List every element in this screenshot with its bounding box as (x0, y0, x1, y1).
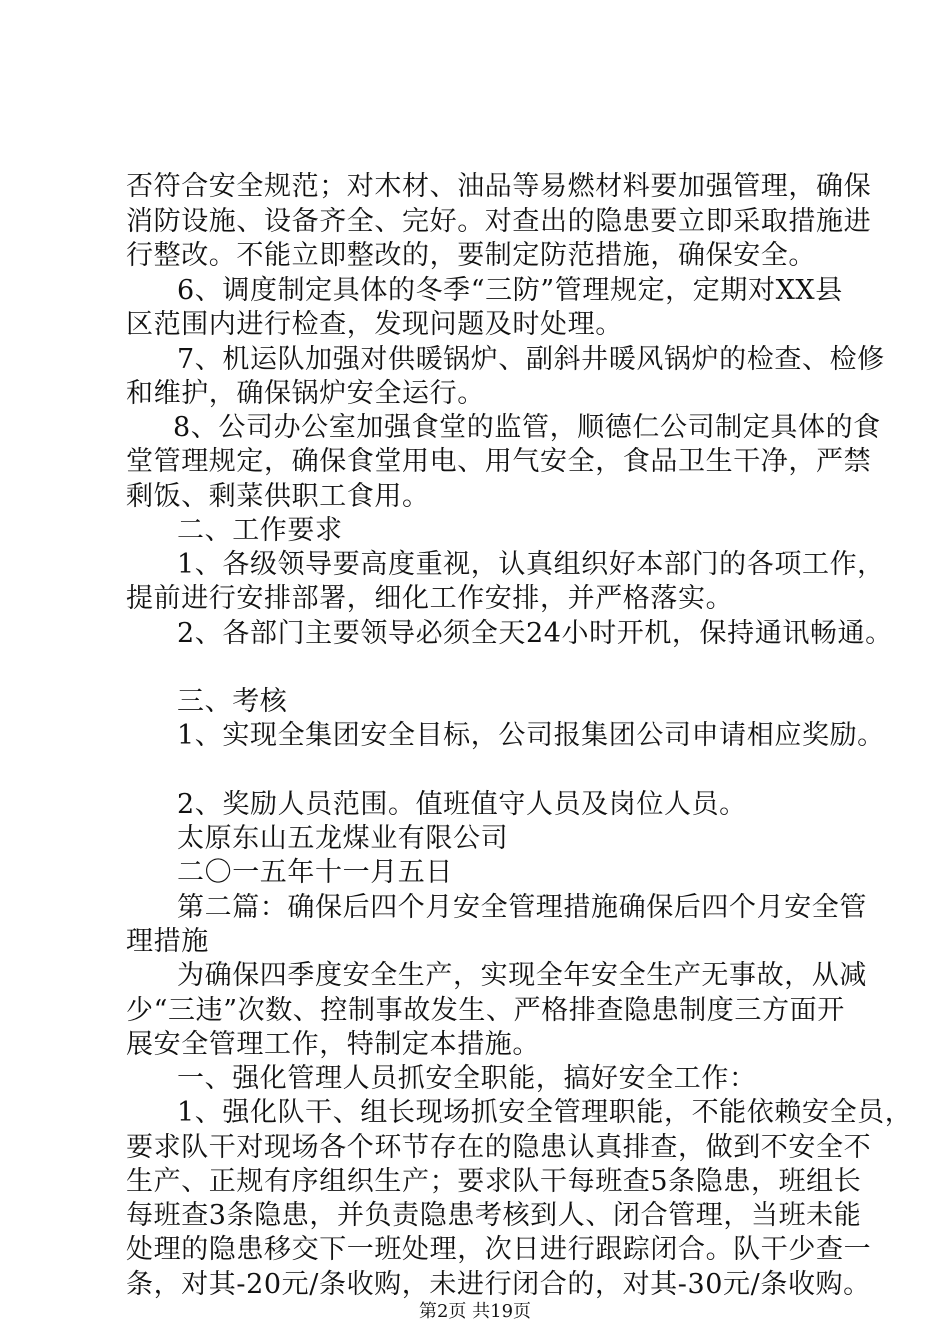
chapter-title: 第二篇：确保后四个月安全管理措施确保后四个月安全管 (177, 892, 867, 923)
text-line: 剩饭、剩菜供职工食用。 (126, 481, 430, 512)
section-heading: 一、强化管理人员抓安全职能，搞好安全工作： (177, 1063, 757, 1094)
text-line: 处理的隐患移交下一班处理，次日进行跟踪闭合。队干少查一 (126, 1234, 872, 1265)
text-line: 8、公司办公室加强食堂的监管，顺德仁公司制定具体的食 (173, 412, 881, 443)
text-line: 否符合安全规范；对木材、油品等易燃材料要加强管理，确保 (126, 171, 872, 202)
text-line: 和维护，确保锅炉安全运行。 (126, 378, 485, 409)
text-line: 要求队干对现场各个环节存在的隐患认真排查，做到不安全不 (126, 1132, 872, 1163)
text-line: 为确保四季度安全生产，实现全年安全生产无事故，从减 (177, 960, 867, 991)
text-line: 消防设施、设备齐全、完好。对查出的隐患要立即采取措施进 (126, 206, 872, 237)
date-line: 二〇一五年十一月五日 (177, 857, 453, 888)
section-heading: 二、工作要求 (177, 515, 343, 546)
text-line: 1、实现全集团安全目标，公司报集团公司申请相应奖励。 (177, 720, 885, 751)
text-line: 每班查3条隐患，并负责隐患考核到人、闭合管理，当班未能 (126, 1200, 862, 1231)
text-line: 7、机运队加强对供暖锅炉、副斜井暖风锅炉的检查、检修 (177, 344, 885, 375)
text-line: 1、强化队干、组长现场抓安全管理职能，不能依赖安全员， (177, 1097, 913, 1128)
text-line: 2、各部门主要领导必须全天24小时开机，保持通讯畅通。 (177, 618, 893, 649)
text-line: 2、奖励人员范围。值班值守人员及岗位人员。 (177, 789, 747, 820)
text-line: 6、调度制定具体的冬季“三防”管理规定，定期对XX县 (177, 275, 843, 306)
company-name: 太原东山五龙煤业有限公司 (177, 823, 509, 854)
text-line: 区范围内进行检查，发现问题及时处理。 (126, 309, 623, 340)
text-line: 条，对其-20元/条收购，未进行闭合的，对其-30元/条收购。 (126, 1269, 871, 1300)
page-footer: 第2页 共19页 (418, 1301, 532, 1322)
section-heading: 三、考核 (177, 686, 288, 717)
text-line: 行整改。不能立即整改的，要制定防范措施，确保安全。 (126, 240, 816, 271)
text-line: 提前进行安排部署，细化工作安排，并严格落实。 (126, 583, 734, 614)
text-line: 堂管理规定，确保食堂用电、用气安全，食品卫生干净，严禁 (126, 446, 872, 477)
text-line: 1、各级领导要高度重视，认真组织好本部门的各项工作， (177, 549, 885, 580)
text-line: 生产、正规有序组织生产；要求队干每班查5条隐患，班组长 (126, 1166, 862, 1197)
text-line: 展安全管理工作，特制定本措施。 (126, 1029, 540, 1060)
text-line: 少“三违”次数、控制事故发生、严格排查隐患制度三方面开 (126, 995, 845, 1026)
chapter-title: 理措施 (126, 926, 209, 957)
